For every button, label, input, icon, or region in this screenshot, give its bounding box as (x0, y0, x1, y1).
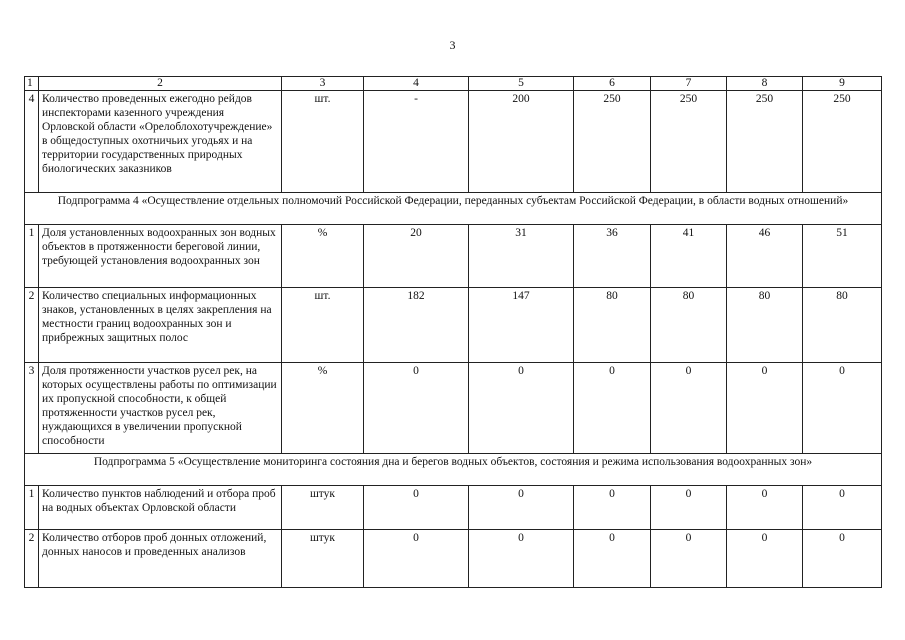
unit-cell: шт. (282, 288, 364, 363)
value-cell: 250 (574, 91, 651, 193)
table-row (25, 363, 882, 454)
value-cell: 0 (574, 530, 651, 588)
row-number: 1 (25, 486, 39, 530)
header-cell: 4 (364, 77, 469, 91)
value-cell: 0 (469, 486, 574, 530)
header-cell: 5 (469, 77, 574, 91)
value-cell: 0 (364, 486, 469, 530)
indicator-name: Количество специальных информационных знаков, установленных в целях закрепления на местности границ водоохранных зон и прибрежных защитных полос (39, 288, 282, 363)
header-cell: 2 (39, 77, 282, 91)
value-cell: 0 (574, 363, 651, 454)
indicator-name: Количество проведенных ежегодно рейдов инспекторами казенного учреждения Орловской области «Орелоблохотучреждение» в общедоступных охотничьих угодьях и на территории государственных природных биологических заказников (39, 91, 282, 193)
indicators-table (24, 76, 882, 588)
indicator-name: Количество пунктов наблюдений и отбора проб на водных объектах Орловской области (39, 486, 282, 530)
value-cell: 182 (364, 288, 469, 363)
header-row (25, 77, 882, 91)
value-cell: 250 (803, 91, 882, 193)
value-cell: 0 (803, 530, 882, 588)
unit-cell: шт. (282, 91, 364, 193)
indicator-name: Доля протяженности участков русел рек, на которых осуществлены работы по оптимизации их пропускной способности, к общей протяженности участков русел рек, нуждающихся в увеличении пропускной способности (39, 363, 282, 454)
value-cell: - (364, 91, 469, 193)
value-cell: 80 (803, 288, 882, 363)
value-cell: 36 (574, 225, 651, 288)
unit-cell: штук (282, 530, 364, 588)
value-cell: 20 (364, 225, 469, 288)
header-cell: 1 (25, 77, 39, 91)
value-cell: 0 (364, 530, 469, 588)
value-cell: 0 (651, 363, 727, 454)
header-cell: 7 (651, 77, 727, 91)
value-cell: 41 (651, 225, 727, 288)
subprogram-4-title: Подпрограмма 4 «Осуществление отдельных полномочий Российской Федерации, переданных субъектам Российской Федерации, в области водных отношений» (25, 193, 882, 225)
value-cell: 80 (651, 288, 727, 363)
value-cell: 147 (469, 288, 574, 363)
value-cell: 31 (469, 225, 574, 288)
table-row (25, 530, 882, 588)
value-cell: 0 (727, 530, 803, 588)
table-row (25, 486, 882, 530)
indicator-name: Количество отборов проб донных отложений, донных наносов и проведенных анализов (39, 530, 282, 588)
value-cell: 0 (803, 486, 882, 530)
table-row (25, 91, 882, 193)
value-cell: 0 (651, 530, 727, 588)
value-cell: 250 (727, 91, 803, 193)
value-cell: 51 (803, 225, 882, 288)
unit-cell: % (282, 363, 364, 454)
subprogram-row (25, 193, 882, 225)
unit-cell: % (282, 225, 364, 288)
page-number: 3 (449, 38, 456, 52)
row-number: 2 (25, 530, 39, 588)
value-cell: 0 (364, 363, 469, 454)
header-cell: 6 (574, 77, 651, 91)
value-cell: 46 (727, 225, 803, 288)
row-number: 1 (25, 225, 39, 288)
table-row (25, 288, 882, 363)
value-cell: 0 (469, 363, 574, 454)
value-cell: 80 (727, 288, 803, 363)
row-number: 2 (25, 288, 39, 363)
value-cell: 0 (651, 486, 727, 530)
table-row (25, 225, 882, 288)
value-cell: 0 (803, 363, 882, 454)
subprogram-5-title: Подпрограмма 5 «Осуществление мониторинга состояния дна и берегов водных объектов, состояния и режима использования водоохранных зон» (25, 454, 882, 486)
subprogram-row (25, 454, 882, 486)
indicator-name: Доля установленных водоохранных зон водных объектов в протяженности береговой линии, требующей установления водоохранных зон (39, 225, 282, 288)
value-cell: 80 (574, 288, 651, 363)
value-cell: 0 (727, 363, 803, 454)
header-cell: 3 (282, 77, 364, 91)
header-cell: 9 (803, 77, 882, 91)
row-number: 3 (25, 363, 39, 454)
unit-cell: штук (282, 486, 364, 530)
row-number: 4 (25, 91, 39, 193)
header-cell: 8 (727, 77, 803, 91)
value-cell: 0 (574, 486, 651, 530)
value-cell: 0 (469, 530, 574, 588)
value-cell: 200 (469, 91, 574, 193)
value-cell: 250 (651, 91, 727, 193)
value-cell: 0 (727, 486, 803, 530)
